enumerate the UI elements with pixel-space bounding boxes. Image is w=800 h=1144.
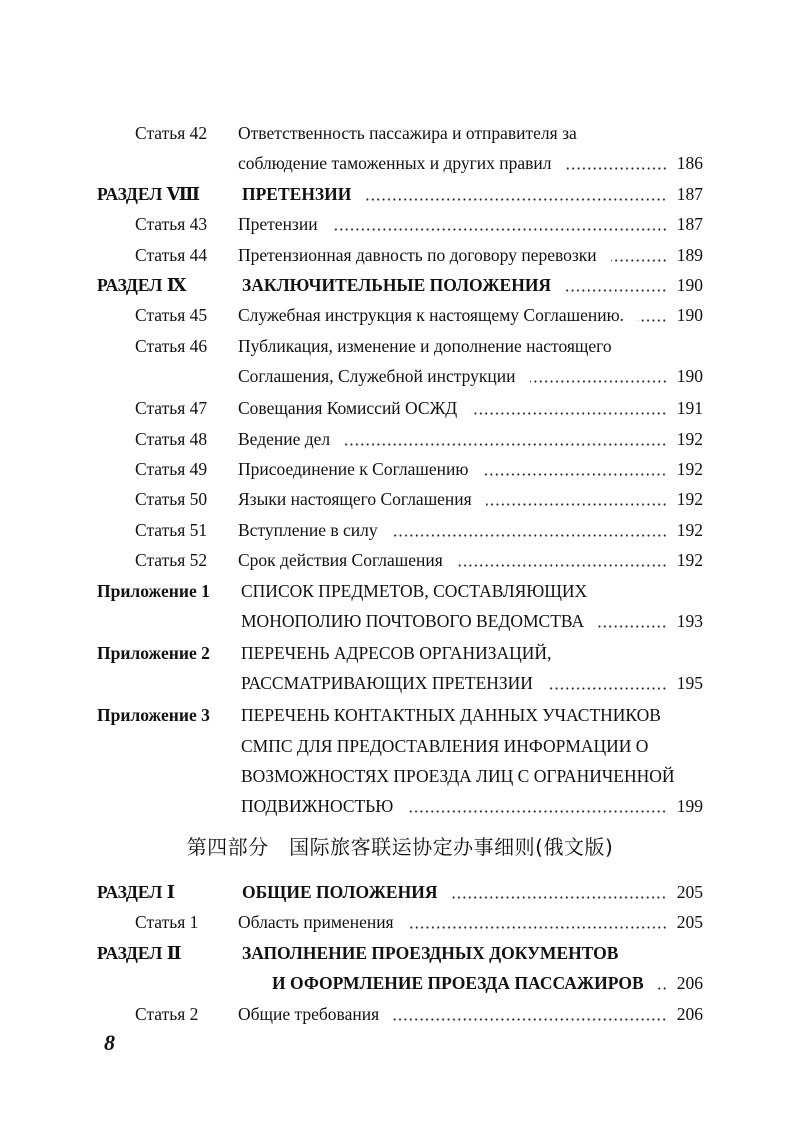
entry-page-number: 192 [676,489,703,510]
entry-title: ПЕРЕЧЕНЬ АДРЕСОВ ОРГАНИЗАЦИЙ, [241,642,552,663]
entry-label: Статья 2 [135,1003,199,1024]
entry-title: соблюдение таможенных и других правил [238,153,552,174]
entry-page-number: 190 [676,366,703,387]
entry-title: Присоединение к Соглашению [238,458,469,479]
entry-label: Статья 44 [135,244,208,265]
entry-title: Претензионная давность по договору перевозки [238,244,597,265]
toc-entry-continuation[interactable] [0,149,800,177]
entry-page-number: 192 [676,519,703,540]
dot-leader [486,503,667,506]
entry-label: Приложение 3 [97,705,210,726]
entry-label: РАЗДЕЛ Ⅱ [97,942,182,963]
dot-leader [332,228,667,231]
toc-entry-continuation[interactable] [0,362,800,390]
entry-label: РАЗДЕЛ Ⅰ [97,882,175,902]
entry-page-number: 191 [676,398,703,419]
entry-title: ПЕРЕЧЕНЬ КОНТАКТНЫХ ДАННЫХ УЧАСТНИКОВ [241,705,661,726]
dot-leader [566,167,667,170]
entry-title: ВОЗМОЖНОСТЯХ ПРОЕЗДА ЛИЦ С ОГРАНИЧЕННОЙ [241,765,675,786]
entry-title: И ОФОРМЛЕНИЕ ПРОЕЗДА ПАССАЖИРОВ [272,973,644,994]
entry-title: Вступление в силу [238,519,378,540]
toc-entry-continuation[interactable] [0,732,800,760]
toc-entry[interactable] [0,210,800,238]
entry-page-number: 195 [676,673,703,694]
toc-entry[interactable] [0,455,800,483]
entry-label: Статья 43 [135,214,208,235]
toc-entry[interactable] [0,301,800,329]
entry-page-number: 192 [676,428,703,449]
part-heading: 第四部分 国际旅客联运协定办事细则(俄文版) [186,835,614,859]
toc-entry[interactable] [0,908,800,936]
dot-leader [451,896,667,899]
entry-page-number: 186 [676,153,703,174]
toc-entry-continuation[interactable] [0,792,800,820]
toc-entry[interactable] [0,939,800,967]
toc-entry[interactable] [0,516,800,544]
entry-title: ПРЕТЕНЗИИ [242,183,352,204]
entry-title: Соглашения, Служебной инструкции [238,366,516,387]
entry-label: Приложение 2 [97,642,210,663]
entry-label: Статья 51 [135,519,208,540]
entry-title: Претензии [238,214,318,235]
entry-title: Ведение дел [238,428,331,449]
toc-entry[interactable] [0,639,800,667]
entry-page-number: 205 [676,912,703,933]
entry-label: РАЗДЕЛ Ⅷ [97,183,200,204]
dot-leader [565,289,667,292]
entry-label: Статья 46 [135,335,208,356]
toc-entry[interactable] [0,119,800,147]
page-number: 8 [104,1030,115,1055]
toc-entry[interactable] [0,485,800,513]
dot-leader [598,625,667,628]
entry-page-number: 192 [676,550,703,571]
entry-title: Публикация, изменение и дополнение настоящего [238,335,612,356]
entry-label: Статья 49 [135,458,208,479]
entry-label: Статья 48 [135,428,208,449]
entry-title: ПОДВИЖНОСТЬЮ [241,796,394,817]
dot-leader [365,198,667,201]
dot-leader [408,926,667,929]
dot-leader [393,1018,667,1021]
dot-leader [471,412,667,415]
entry-title: Языки настоящего Соглашения [238,489,472,510]
dot-leader [658,987,667,990]
toc-entry[interactable] [0,180,800,208]
toc-entry[interactable] [0,577,800,605]
toc-entry[interactable] [0,546,800,574]
entry-title: ЗАКЛЮЧИТЕЛЬНЫЕ ПОЛОЖЕНИЯ [242,275,552,295]
entry-page-number: 206 [676,1003,703,1024]
toc-entry[interactable] [0,701,800,729]
entry-page-number: 192 [676,458,703,479]
dot-leader [482,473,667,476]
toc-entry-continuation[interactable] [0,969,800,997]
entry-title: Общие требования [238,1003,380,1024]
dot-leader [530,380,667,383]
entry-title: СПИСОК ПРЕДМЕТОВ, СОСТАВЛЯЮЩИХ [241,580,588,601]
entry-title: МОНОПОЛИЮ ПОЧТОВОГО ВЕДОМСТВА [241,610,585,631]
entry-page-number: 199 [676,796,703,817]
toc-entry-continuation[interactable] [0,607,800,635]
toc-entry-continuation[interactable] [0,762,800,790]
entry-page-number: 206 [676,973,703,994]
entry-title: Область применения [238,912,394,933]
entry-page-number: 193 [676,610,703,631]
entry-label: Статья 1 [135,912,199,933]
entry-title: ЗАПОЛНЕНИЕ ПРОЕЗДНЫХ ДОКУМЕНТОВ [242,942,619,963]
dot-leader [392,534,667,537]
toc-entry[interactable] [0,332,800,360]
entry-title: Срок действия Соглашения [238,550,443,571]
toc-entry[interactable] [0,878,800,906]
entry-label: Статья 42 [135,123,208,143]
toc-entry[interactable] [0,1000,800,1028]
entry-page-number: 205 [676,882,703,902]
toc-entry-continuation[interactable] [0,669,800,697]
dot-leader [344,443,667,446]
dot-leader [547,687,667,690]
entry-label: РАЗДЕЛ Ⅸ [97,275,187,295]
entry-title: ОБЩИЕ ПОЛОЖЕНИЯ [242,882,438,902]
entry-title: Ответственность пассажира и отправителя за [238,123,577,143]
toc-entry[interactable] [0,241,800,269]
dot-leader [611,259,667,262]
dot-leader [457,564,667,567]
entry-label: Статья 50 [135,489,208,510]
entry-label: Статья 47 [135,398,208,419]
toc-entry[interactable] [0,425,800,453]
entry-label: Статья 45 [135,305,208,326]
entry-title: Служебная инструкция к настоящему Соглашению. [238,305,625,326]
dot-leader [638,319,667,322]
entry-page-number: 190 [676,275,703,295]
entry-title: РАССМАТРИВАЮЩИХ ПРЕТЕНЗИИ [241,673,533,694]
dot-leader [407,810,667,813]
entry-title: СМПС ДЛЯ ПРЕДОСТАВЛЕНИЯ ИНФОРМАЦИИ О [241,735,649,756]
toc-entry[interactable] [0,394,800,422]
entry-label: Статья 52 [135,550,208,571]
entry-title: Совещания Комиссий ОСЖД [238,398,458,419]
toc-entry[interactable] [0,271,800,299]
entry-page-number: 187 [676,183,703,204]
entry-label: Приложение 1 [97,580,210,601]
entry-page-number: 187 [676,214,703,235]
entry-page-number: 189 [676,244,703,265]
entry-page-number: 190 [676,305,703,326]
